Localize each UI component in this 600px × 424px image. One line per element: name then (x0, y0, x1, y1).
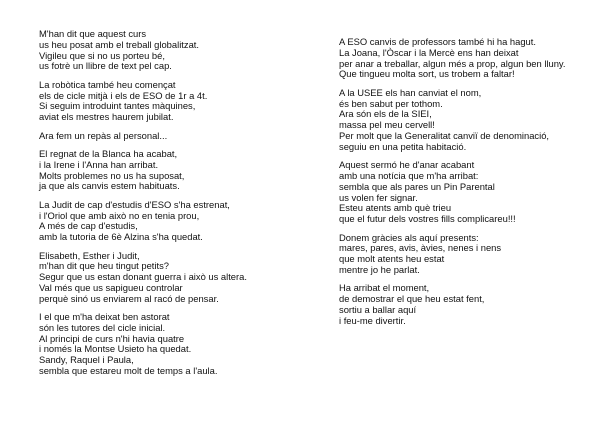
stanza (39, 312, 297, 377)
verse-line: Val més que us sapigueu controlar (39, 281, 183, 293)
verse-line: que molt atents heu estat (339, 253, 445, 265)
verse-line: La Judit de cap d'estudis d'ESO s'ha estrenat, (39, 198, 230, 210)
verse-line: Aquest sermó he d'anar acabant (339, 159, 475, 171)
verse-line: i feu-me divertir. (339, 314, 406, 326)
verse-line: Segur que us estan donant guerra i això us altera. (39, 271, 247, 283)
verse-line: Ha arribat el moment, (339, 282, 430, 294)
stanza (339, 88, 589, 153)
verse-line: El regnat de la Blanca ha acabat, (39, 147, 178, 159)
verse-line: els de cicle mitjà i els de ESO de 1r a 4t. (39, 89, 208, 101)
verse-line: ja que als canvis estem habituats. (39, 180, 180, 192)
verse-line: Al principi de curs n'hi havia quatre (39, 332, 185, 344)
left-column (39, 29, 297, 384)
stanza (339, 160, 589, 225)
stanza (39, 131, 297, 142)
verse-line: mares, pares, avis, àvies, nenes i nens (339, 242, 502, 254)
verse-line: seguiu en una petita habitació. (339, 140, 467, 152)
verse-line: A ESO canvis de professors també hi ha hagut. (339, 36, 536, 47)
verse-line: us heu posat amb el treball globalitzat. (39, 38, 199, 50)
stanza (39, 80, 297, 123)
verse-line: m'han dit que heu tingut petits? (39, 260, 170, 272)
verse-line: és ben sabut per tothom. (339, 97, 443, 109)
verse-line: I el que m'ha deixat ben astorat (39, 311, 170, 323)
verse-line: La Joana, l'Òscar i la Mercè ens han deixat (339, 46, 519, 58)
verse-line: Molts problemes no us ha suposat, (39, 169, 185, 181)
verse-line: Ara són els de la SIEI, (339, 108, 432, 120)
verse-line: són les tutores del cicle inicial. (39, 321, 166, 333)
verse-line: Que tingueu molta sort, us trobem a faltar! (339, 68, 515, 80)
verse-line: Donem gràcies als aquí presents: (339, 231, 479, 243)
verse-line: i l'Oriol que amb això no en tenia prou, (39, 209, 200, 221)
verse-line: A la USEE els han canviat el nom, (339, 86, 482, 98)
verse-line: sortiu a ballar aquí (339, 303, 417, 315)
stanza (39, 29, 297, 72)
verse-line: perquè sinó us enviarem al racó de pensar. (39, 292, 219, 304)
verse-line: de demostrar el que heu estat fent, (339, 293, 485, 305)
verse-line: amb la tutoria de 6è Alzina s'ha quedat. (39, 231, 203, 243)
verse-line: sembla que estareu molt de temps a l'aula. (39, 365, 218, 377)
verse-line: Elisabeth, Esther i Judit, (39, 249, 140, 261)
stanza (39, 251, 297, 305)
verse-line: Esteu atents amb què trieu (339, 202, 452, 214)
verse-line: massa pel meu cervell! (339, 119, 435, 131)
verse-line: mentre jo he parlat. (339, 263, 420, 275)
verse-line: i la Irene i l'Anna han arribat. (39, 158, 159, 170)
stanza (339, 37, 589, 80)
stanza (339, 283, 589, 326)
verse-line: amb una notícia que m'ha arribat: (339, 169, 479, 181)
verse-line: La robòtica també heu començat (39, 78, 176, 90)
verse-line: M'han dit que aquest curs (39, 28, 147, 39)
stanza (39, 149, 297, 192)
stanza (339, 233, 589, 276)
verse-line: A més de cap d'estudis, (39, 220, 138, 232)
verse-line: Si seguim introduint tantes màquines, (39, 100, 196, 112)
verse-line: Vigileu que si no us porteu bé, (39, 49, 165, 61)
verse-line: Ara fem un repàs al personal... (39, 129, 168, 141)
verse-line: per anar a treballar, algun més a prop, algun ben lluny. (339, 57, 566, 69)
verse-line: i només la Montse Usieto ha quedat. (39, 343, 192, 355)
verse-line: aviat els mestres haurem jubilat. (39, 111, 174, 123)
stanza (39, 200, 297, 243)
verse-line: sembla que als pares un Pin Parental (339, 180, 495, 192)
verse-line: us fotrè un llibre de text pel cap. (39, 60, 172, 72)
verse-line: us volen fer signar. (339, 191, 418, 203)
right-column (339, 37, 589, 334)
verse-line: Per molt que la Generalitat canviï de denominació, (339, 129, 550, 141)
verse-line: Sandy, Raquel i Paula, (39, 354, 134, 366)
verse-line: que el futur dels vostres fills complicareu!!! (339, 213, 516, 225)
